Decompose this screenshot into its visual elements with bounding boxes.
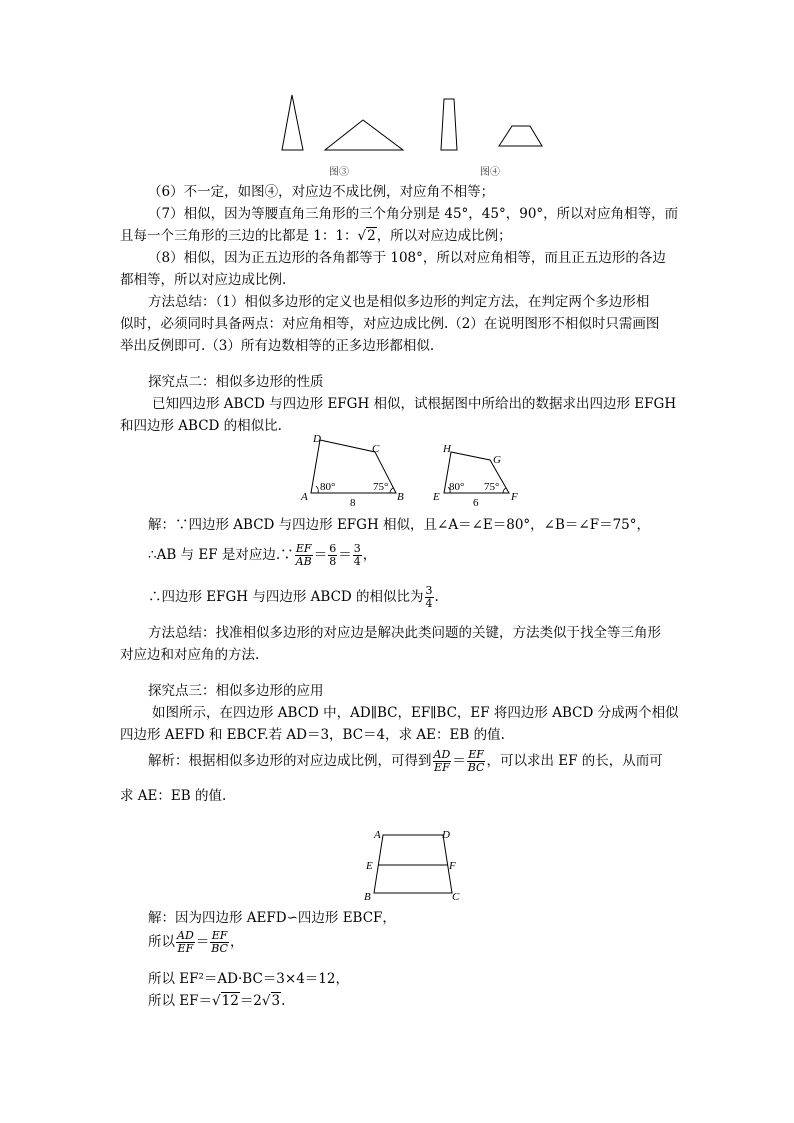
label-e: E — [433, 491, 440, 503]
angle-e-value: 80° — [449, 481, 465, 493]
fraction-denominator: 4 — [425, 597, 433, 610]
fraction-denominator: EF — [434, 761, 450, 774]
point-3-title: 探究点三：相似多边形的应用 — [148, 683, 324, 699]
sqrt-symbol: √ — [261, 993, 271, 1009]
point-2-title: 探究点二：相似多边形的性质 — [148, 374, 324, 390]
fraction-denominator: BC — [211, 942, 228, 955]
label-d: D — [442, 829, 450, 841]
fraction-numerator: AD — [433, 748, 451, 761]
base-ab-length: 8 — [350, 497, 356, 509]
fraction-ad-ef — [176, 930, 195, 955]
fraction-numerator: EF — [211, 929, 228, 942]
label-e: E — [366, 860, 373, 872]
sqrt-3: 3 — [271, 993, 281, 1009]
analysis-text-end: ，可以求出 EF 的长，从而可 — [486, 753, 663, 769]
solution-3-line4 — [148, 992, 708, 1010]
sqrt-symbol: √ — [212, 993, 221, 1009]
sqrt-12: 12 — [221, 993, 239, 1009]
item-7-text: 且每一个三角形的三边的比都是 1：1： — [120, 228, 358, 244]
label-a: A — [301, 491, 308, 503]
fraction-numerator: 3 — [425, 584, 433, 597]
solution-3-line2 — [148, 928, 708, 956]
solution-2-conclusion: ∴四边形 EFGH 与四边形 ABCD 的相似比为 — [148, 589, 424, 605]
label-c: C — [372, 443, 380, 455]
fraction-numerator: AD — [177, 929, 194, 942]
fraction-ef-bc — [210, 930, 229, 955]
label-a: A — [374, 829, 381, 841]
fraction-denominator: AB — [295, 555, 312, 568]
equals-sign: ＝ — [338, 547, 352, 563]
label-b: B — [397, 491, 404, 503]
equals-sign: ＝ — [313, 547, 328, 563]
label-g: G — [493, 454, 501, 466]
trapezoid-abcd — [374, 835, 452, 893]
fraction-numerator: 6 — [329, 542, 337, 555]
fraction-numerator: EF — [468, 748, 484, 761]
label-f: F — [449, 860, 456, 872]
angle-a-value: 80° — [320, 481, 336, 493]
method-summary-1-line2: 似时，必须同时具备两点：对应角相等，对应边成比例.（2）在说明图形不相似时只需画图 — [120, 316, 660, 332]
angle-f-value: 75° — [484, 481, 500, 493]
method-summary-1-line3: 举出反例即可.（3）所有边数相等的正多边形都相似. — [120, 338, 435, 354]
point-2-question-line1: 已知四边形 ABCD 与四边形 EFGH 相似，试根据图中所给出的数据求出四边形 EFGH — [152, 396, 677, 412]
figure-3-caption: 图③ — [329, 167, 349, 178]
item-6: （6）不一定，如图④，对应边不成比例，对应角不相等； — [148, 184, 495, 200]
point-3-question-line1: 如图所示，在四边形 ABCD 中，AD∥BC，EF∥BC，EF 将四边形 ABCD 分成两个相似 — [152, 705, 679, 721]
angle-b-value: 75° — [373, 481, 389, 493]
label-h: H — [443, 443, 451, 455]
equals-sign: ＝ — [195, 934, 210, 950]
item-7-line1: （7）相似，因为等腰直角三角形的三个角分别是 45°，45°，90°，所以对应角相等，而 — [148, 206, 679, 222]
fraction-numerator: 3 — [353, 542, 361, 555]
fraction-denominator: BC — [467, 761, 485, 774]
fraction-denominator: 4 — [353, 555, 361, 568]
label-c: C — [452, 891, 460, 903]
equals-two: ＝2 — [239, 993, 262, 1009]
label-d: D — [313, 433, 321, 445]
equals-sign: ＝ — [452, 753, 466, 769]
figure-4-caption: 图④ — [480, 167, 500, 178]
point-2-question-line2: 和四边形 ABCD 的相似比. — [120, 418, 282, 434]
base-ef-length: 6 — [473, 497, 479, 509]
comma: ， — [362, 547, 377, 563]
label-f: F — [511, 491, 518, 503]
sqrt-symbol: √ — [357, 228, 367, 244]
period: . — [434, 589, 439, 605]
point-3-question-line2: 四边形 AEFD 和 EBCF.若 AD＝3，BC＝4，求 AE：EB 的值. — [120, 727, 505, 743]
analysis-text: 解析：根据相似多边形的对应边成比例，可得到 — [148, 753, 432, 769]
method-summary-2-line1: 方法总结：找准相似多边形的对应边是解决此类问题的关键，方法类似于找全等三角形 — [148, 625, 661, 641]
solution-2-text: ∴AB 与 EF 是对应边.∵ — [148, 547, 294, 563]
solution-3-line3: 所以 EF²＝AD·BC＝3×4＝12， — [148, 971, 349, 987]
item-8-line2: 都相等，所以对应边成比例. — [120, 272, 287, 288]
fraction-denominator: 8 — [329, 555, 337, 568]
method-summary-1-line1: 方法总结：（1）相似多边形的定义也是相似多边形的判定方法，在判定两个多边形相 — [148, 294, 650, 310]
item-8-line1: （8）相似，因为正五边形的各角都等于 108°，所以对应角相等，而且正五边形的各边 — [148, 250, 666, 266]
solution-3-final-text: 所以 EF＝ — [148, 993, 213, 1009]
method-summary-2-line2: 对应边和对应角的方法. — [120, 647, 260, 663]
period: . — [281, 993, 286, 1009]
solution-2-line1: 解：∵四边形 ABCD 与四边形 EFGH 相似，且∠A＝∠E＝80°，∠B＝∠F＝75°， — [148, 517, 651, 533]
comma: ， — [229, 934, 244, 950]
fraction-denominator: EF — [177, 942, 194, 955]
label-b: B — [364, 891, 371, 903]
solution-3-line1: 解：因为四边形 AEFD∽四边形 EBCF， — [148, 910, 396, 926]
item-7-text-end: ，所以对应边成比例； — [376, 228, 512, 244]
fraction-numerator: EF — [295, 542, 312, 555]
sqrt-2: 2 — [367, 228, 376, 244]
solution-3-text: 所以 — [148, 934, 175, 950]
analysis-line2: 求 AE：EB 的值. — [120, 788, 227, 804]
